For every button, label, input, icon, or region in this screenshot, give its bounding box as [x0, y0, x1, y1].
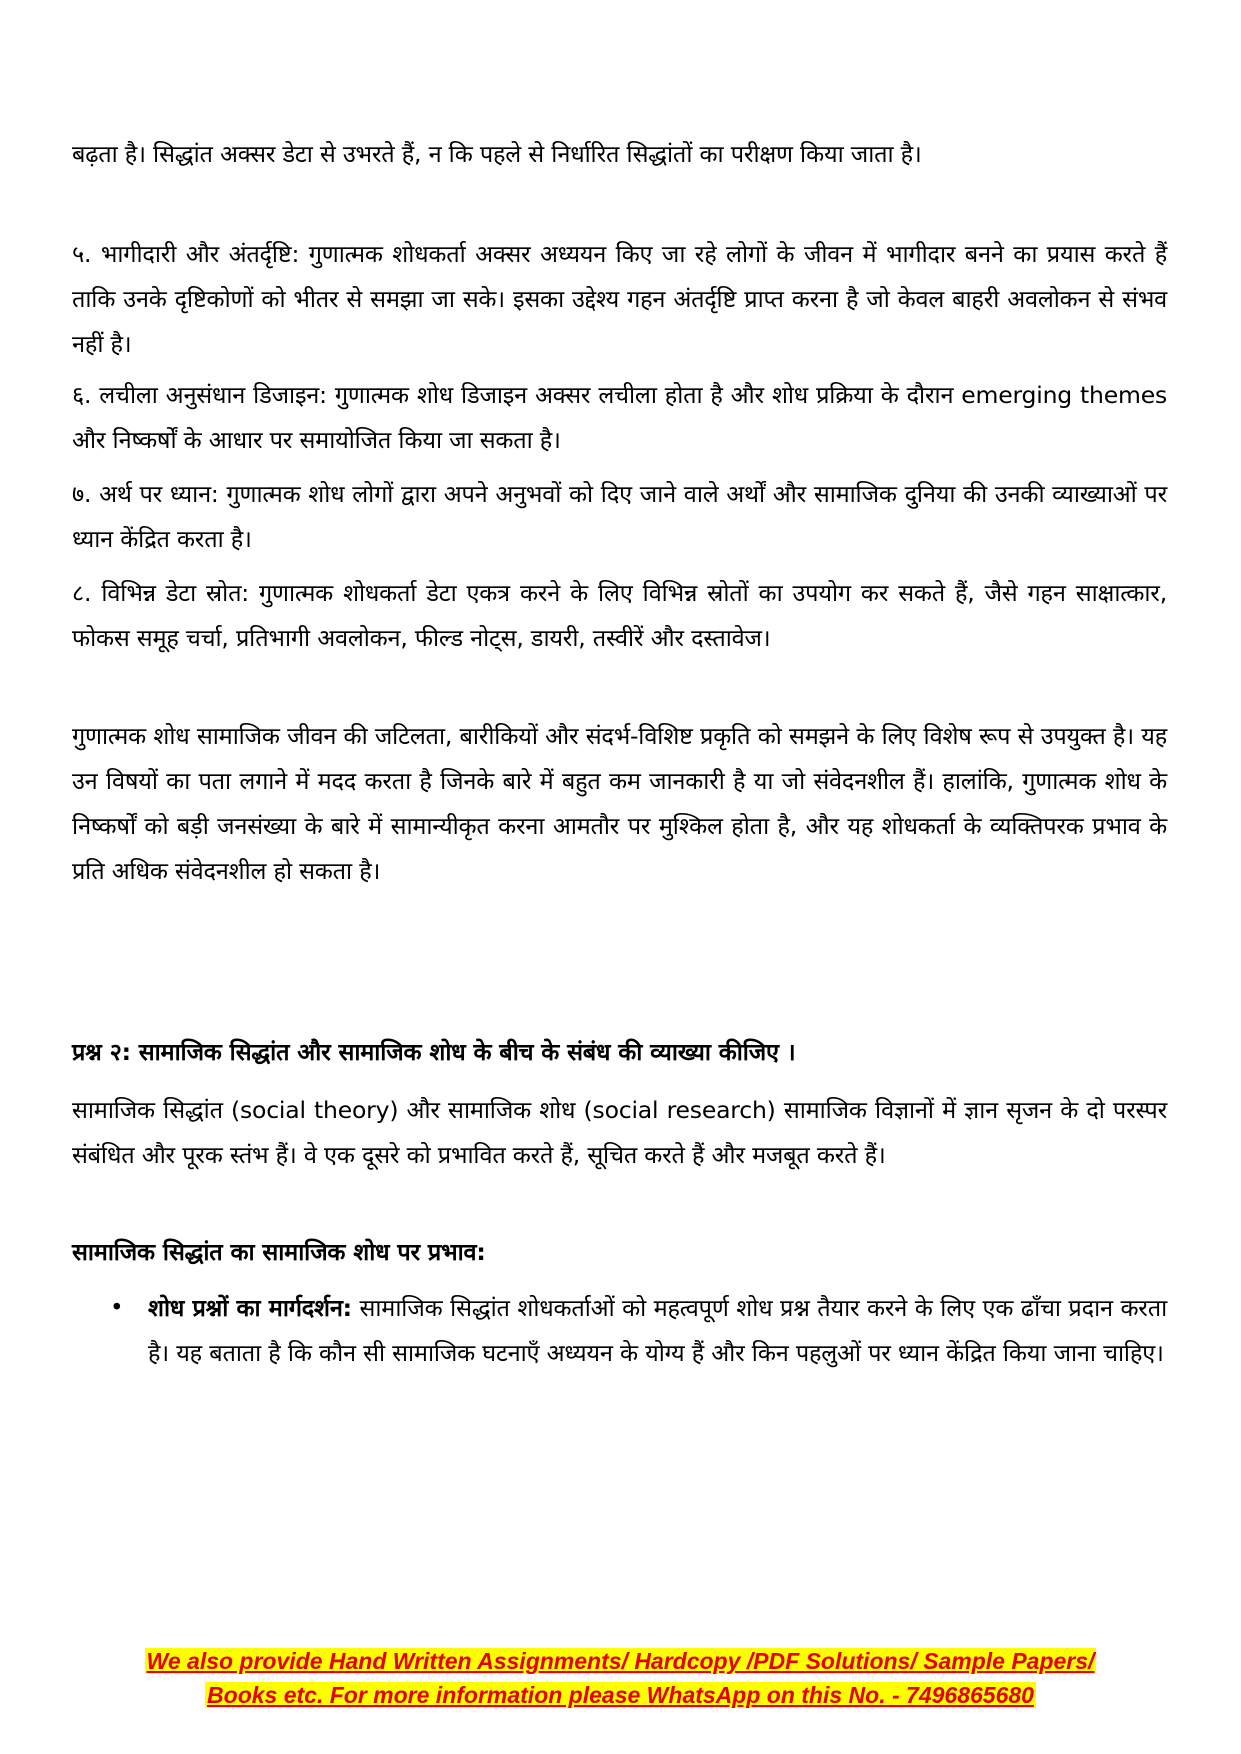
bullet-text-block — [148, 1286, 1167, 1376]
paragraph-point-5: ५. भागीदारी और अंतर्दृष्टि: गुणात्मक शोधकर्ता अक्सर अध्ययन किए जा रहे लोगों के जीवन में भागीदार बनने का प्रयास करते हैं ताकि उनके दृष्टिकोणों को भीतर से समझा जा सके। इसका उद्देश्य गहन अंतर्दृष्टि प्राप्त करना है जो केवल बाहरी अवलोकन से संभव नहीं है। — [72, 240, 1167, 358]
bullet-icon: • — [110, 1295, 124, 1321]
question-intro: सामाजिक सिद्धांत (social theory) और सामाजिक शोध (social research) सामाजिक विज्ञानों में ज्ञान सृजन के दो परस्पर संबंधित और पूरक स्तंभ हैं। वे एक दूसरे को प्रभावित करते हैं, सूचित करते हैं और मजबूत करते हैं। — [72, 1096, 1167, 1169]
section-subheading: सामाजिक सिद्धांत का सामाजिक शोध पर प्रभाव: — [72, 1238, 486, 1266]
question-heading: प्रश्न २: सामाजिक सिद्धांत और सामाजिक शोध के बीच के संबंध की व्याख्या कीजिए । — [72, 1038, 796, 1066]
paragraph-summary: गुणात्मक शोध सामाजिक जीवन की जटिलता, बारीकियों और संदर्भ-विशिष्ट प्रकृति को समझने के लिए विशेष रूप से उपयुक्त है। यह उन विषयों का पता लगाने में मदद करता है जिनके बारे में बहुत कम जानकारी है या जो संवेदनशील हैं। हालांकि, गुणात्मक शोध के निष्कर्षों को बड़ी जनसंख्या के बारे में सामान्यीकृत करना आमतौर पर मुश्किल होता है, और यह शोधकर्ता के व्यक्तिपरक प्रभाव के प्रति अधिक संवेदनशील हो सकता है। — [72, 722, 1167, 885]
bullet-title: शोध प्रश्नों का मार्गदर्शन: — [148, 1294, 352, 1322]
paragraph-point-7: ७. अर्थ पर ध्यान: गुणात्मक शोध लोगों द्वारा अपने अनुभवों को दिए जाने वाले अर्थों और सामाजिक दुनिया की उनकी व्याख्याओं पर ध्यान केंद्रित करता है। — [72, 480, 1167, 553]
promo-line-1: We also provide Hand Written Assignments/ Hardcopy /PDF Solutions/ Sample Papers/ — [146, 1648, 1095, 1674]
promo-line-2: Books etc. For more information please WhatsApp on this No. - 7496865680 — [207, 1682, 1034, 1708]
paragraph-continued: बढ़ता है। सिद्धांत अक्सर डेटा से उभरते हैं, न कि पहले से निर्धारित सिद्धांतों का परीक्षण किया जाता है। — [72, 140, 922, 168]
bullet-body: सामाजिक सिद्धांत शोधकर्ताओं को महत्वपूर्ण शोध प्रश्न तैयार करने के लिए एक ढाँचा प्रदान करता है। यह बताता है कि कौन सी सामाजिक घटनाएँ अध्ययन के योग्य हैं और किन पहलुओं पर ध्यान केंद्रित किया जाना चाहिए। — [148, 1294, 1167, 1367]
paragraph-point-8: ८. विभिन्न डेटा स्रोत: गुणात्मक शोधकर्ता डेटा एकत्र करने के लिए विभिन्न स्रोतों का उपयोग कर सकते हैं, जैसे गहन साक्षात्कार, फोकस समूह चर्चा, प्रतिभागी अवलोकन, फील्ड नोट्स, डायरी, तस्वीरें और दस्तावेज। — [72, 579, 1167, 652]
paragraph-point-6: ६. लचीला अनुसंधान डिजाइन: गुणात्मक शोध डिजाइन अक्सर लचीला होता है और शोध प्रक्रिया के दौरान emerging themes और निष्कर्षों के आधार पर समायोजित किया जा सकता है। — [72, 381, 1167, 454]
promo-footer — [0, 1644, 1241, 1712]
